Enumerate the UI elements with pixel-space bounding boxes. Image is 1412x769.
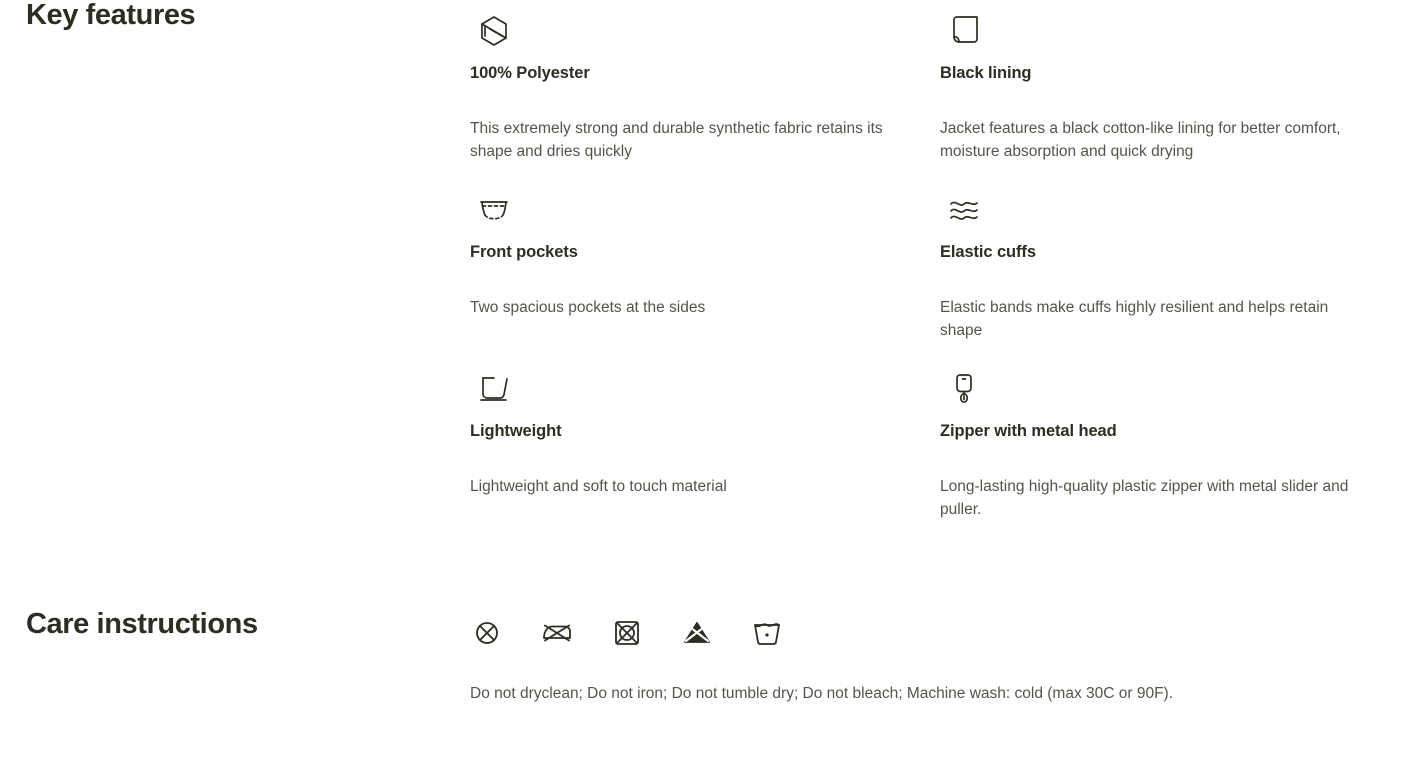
- feature-description: Elastic bands make cuffs highly resilient and helps retain shape: [940, 299, 1329, 339]
- feature-item-zipper: [940, 358, 1386, 537]
- key-features-title-column: [0, 0, 470, 32]
- feature-item-lightweight: [470, 358, 940, 537]
- key-features-grid: [470, 0, 1412, 537]
- feature-item-black-lining: [940, 0, 1386, 179]
- feature-title: Lightweight: [470, 422, 562, 440]
- do-not-iron-icon: [540, 616, 574, 650]
- feature-title: 100% Polyester: [470, 64, 590, 82]
- care-instructions-section: [0, 609, 1412, 705]
- feature-item-front-pockets: [470, 179, 940, 358]
- feature-description: Long-lasting high-quality plastic zipper with metal slider and puller.: [940, 478, 1349, 518]
- do-not-bleach-icon: [680, 616, 714, 650]
- lightweight-feather-icon: [470, 358, 904, 422]
- feature-item-polyester: [470, 0, 940, 179]
- feature-description: Two spacious pockets at the sides: [470, 299, 706, 316]
- feature-title: Black lining: [940, 64, 1032, 82]
- polyester-molecule-icon: [470, 0, 904, 64]
- feature-description: Jacket features a black cotton-like lining for better comfort, moisture absorption and quick drying: [940, 120, 1341, 160]
- feature-item-elastic-cuffs: [940, 179, 1386, 358]
- feature-description: Lightweight and soft to touch material: [470, 478, 727, 495]
- page-title: Key features: [26, 0, 196, 31]
- care-instructions-title: Care instructions: [26, 608, 258, 640]
- zipper-metal-head-icon: [940, 358, 1350, 422]
- feature-title: Elastic cuffs: [940, 243, 1036, 261]
- do-not-tumble-dry-icon: [610, 616, 644, 650]
- black-lining-fabric-icon: [940, 0, 1350, 64]
- care-symbols-row: [470, 609, 1386, 657]
- elastic-cuffs-waves-icon: [940, 179, 1350, 243]
- care-instructions-title-column: [0, 609, 470, 641]
- feature-title: Front pockets: [470, 243, 578, 261]
- care-instructions-content: [470, 609, 1412, 705]
- do-not-dryclean-icon: [470, 616, 504, 650]
- machine-wash-cold-icon: [750, 616, 784, 650]
- feature-title: Zipper with metal head: [940, 422, 1117, 440]
- care-instructions-text: Do not dryclean; Do not iron; Do not tumble dry; Do not bleach; Machine wash: cold (max 30C or 90F).: [470, 685, 1174, 702]
- front-pocket-icon: [470, 179, 904, 243]
- feature-description: This extremely strong and durable synthetic fabric retains its shape and dries quickly: [470, 120, 883, 160]
